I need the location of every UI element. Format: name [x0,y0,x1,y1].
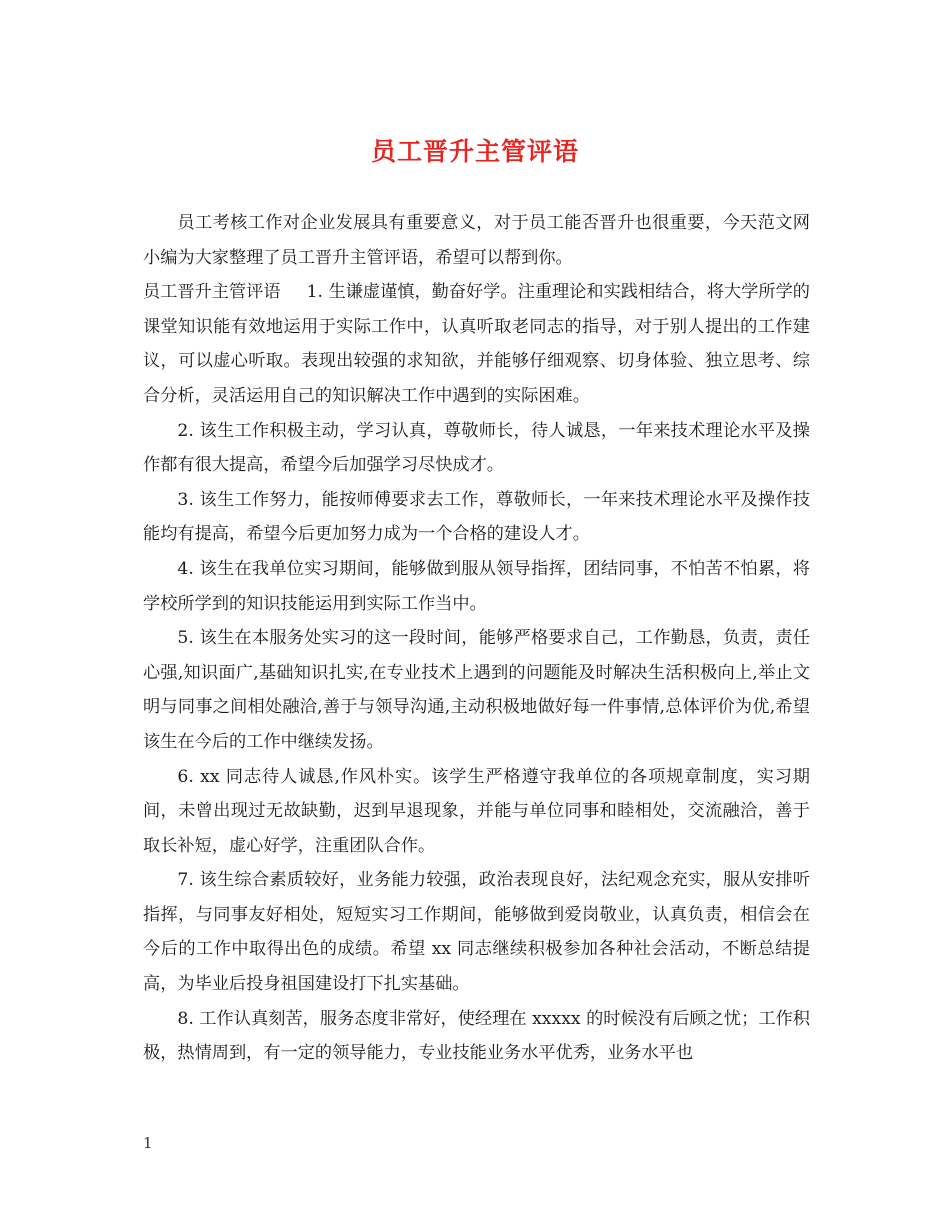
comment-paragraph-8: 8. 工作认真刻苦，服务态度非常好，使经理在 xxxxx 的时候没有后顾之忧；工作积极，热情周到，有一定的领导能力，专业技能业务水平优秀，业务水平也 [143,1008,810,1064]
section-label: 员工晋升主管评语 [143,282,281,303]
comment-paragraph-5: 5. 该生在本服务处实习的这一段时间，能够严格要求自己，工作勤恳，负责，责任心强,知识面广,基础知识扎实,在专业技术上遇到的问题能及时解决生活积极向上,举止文明与同事之间相处融洽,善于与领导沟通,主动积极地做好每一件事情,总体评价为优,希望该生在今后的工作中继续发扬。 [143,628,810,752]
comment-paragraph-7: 7. 该生综合素质较好，业务能力较强，政治表现良好，法纪观念充实，服从安排听指挥，与同事友好相处，短短实习工作期间，能够做到爱岗敬业，认真负责，相信会在今后的工作中取得出色的成绩。希望 xx 同志继续积极参加各种社会活动，不断总结提高，为毕业后投身祖国建设打下扎实基础。 [143,870,810,995]
comment-paragraph-2: 2. 该生工作积极主动，学习认真，尊敬师长，待人诚恳，一年来技术理论水平及操作都有很大提高，希望今后加强学习尽快成才。 [143,420,810,476]
comment-paragraph-3: 3. 该生工作努力，能按师傅要求去工作，尊敬师长，一年来技术理论水平及操作技能均有提高，希望今后更加努力成为一个合格的建设人才。 [143,489,810,545]
page-title: 员工晋升主管评语 [370,137,579,166]
comment-paragraph-6: 6. xx 同志待人诚恳,作风朴实。该学生严格遵守我单位的各项规章制度，实习期间，未曾出现过无故缺勤，迟到早退现象，并能与单位同事和睦相处，交流融洽，善于取长补短，虚心好学，注重团队合作。 [143,766,810,856]
page-number: 1 [143,1134,153,1152]
comment-paragraph-1: 1. 生谦虚谨慎，勤奋好学。注重理论和实践相结合，将大学所学的课堂知识能有效地运用于实际工作中，认真听取老同志的指导，对于别人提出的工作建议，可以虚心听取。表现出较强的求知欲，并能够仔细观察、切身体验、独立思考、综合分析，灵活运用自己的知识解决工作中遇到的实际困难。 [143,282,810,406]
document-body [143,206,810,1071]
first-entry-paragraph [143,275,810,413]
comment-paragraph-4: 4. 该生在我单位实习期间，能够做到服从领导指挥，团结同事，不怕苦不怕累，将学校所学到的知识技能运用到实际工作当中。 [143,558,810,614]
intro-paragraph: 员工考核工作对企业发展具有重要意义，对于员工能否晋升也很重要，今天范文网小编为大家整理了员工晋升主管评语，希望可以帮到你。 [143,213,810,268]
